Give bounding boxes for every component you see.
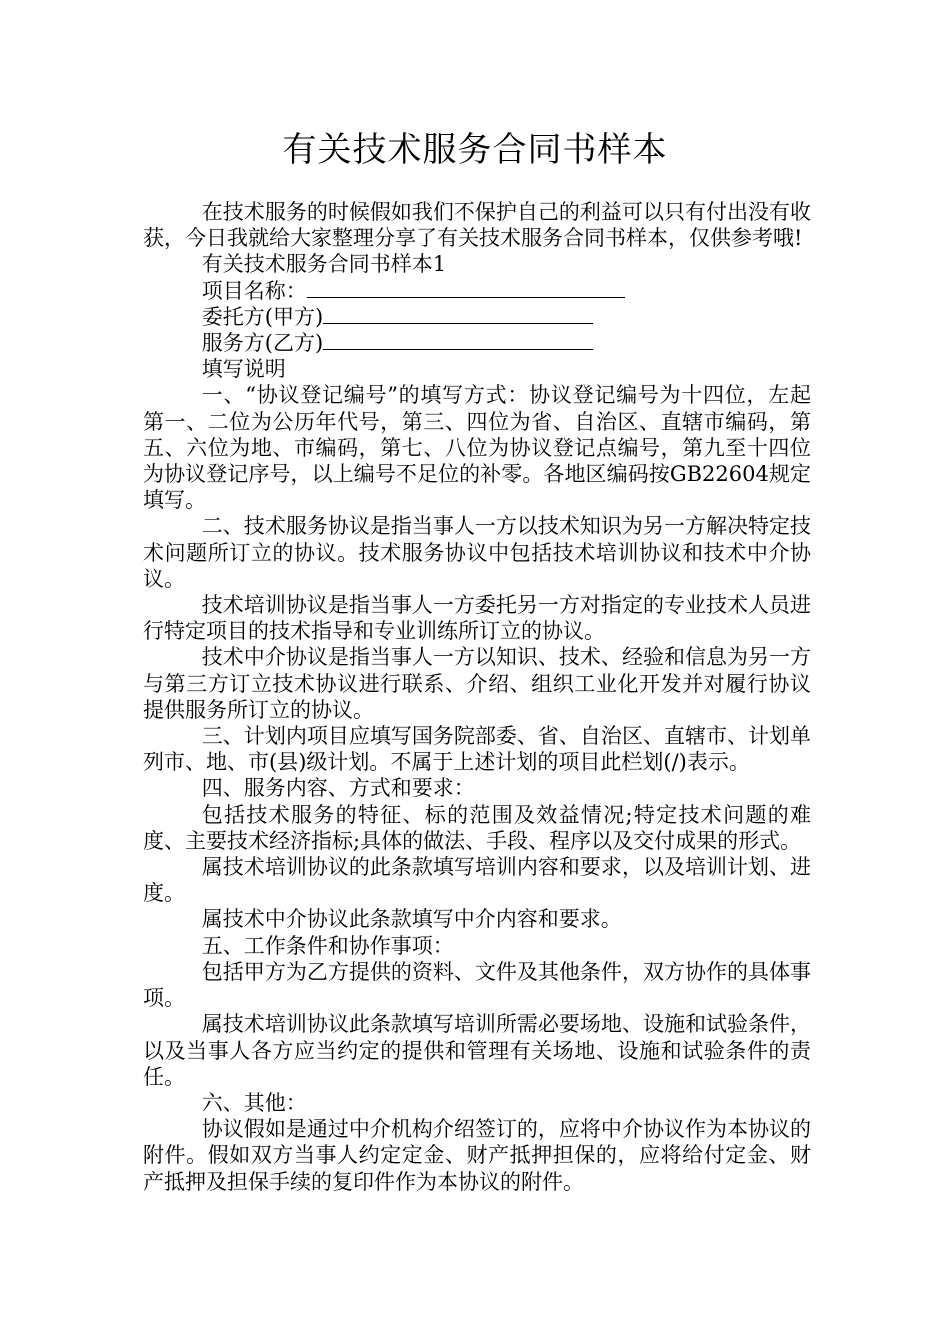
document-title: 有关技术服务合同书样本 <box>282 130 668 170</box>
paragraph: 技术中介协议是指当事人一方以知识、技术、经验和信息为另一方与第三方订立技术协议进行联系、介绍、组织工业化开发并对履行协议提供服务所订立的协议。 <box>143 645 811 722</box>
paragraph: 三、计划内项目应填写国务院部委、省、自治区、直辖市、计划单列市、地、市(县)级计划。不属于上述计划的项目此栏划(/)表示。 <box>143 724 811 775</box>
paragraph: 五、工作条件和协作事项： <box>201 933 454 958</box>
paragraph: 包括甲方为乙方提供的资料、文件及其他条件，双方协作的具体事项。 <box>143 959 811 1011</box>
intro-paragraph: 在技术服务的时候假如我们不保护自己的利益可以只有付出没有收获，今日我就给大家整理分享了有关技术服务合同书样本，仅供参考哦! <box>143 200 811 251</box>
client-field <box>143 304 811 330</box>
paragraph: 包括技术服务的特征、标的范围及效益情况;特定技术问题的难度、主要技术经济指标;具体的做法、手段、程序以及交付成果的形式。 <box>143 802 811 853</box>
paragraph: 属技术中介协议此条款填写中介内容和要求。 <box>201 907 622 932</box>
paragraph: 二、技术服务协议是指当事人一方以技术知识为另一方解决特定技术问题所订立的协议。技术服务协议中包括技术培训协议和技术中介协议。 <box>143 514 811 591</box>
sample-heading: 有关技术服务合同书样本1 <box>201 252 447 277</box>
paragraph: 六、其他： <box>201 1090 307 1115</box>
instructions-heading: 填写说明 <box>201 357 286 382</box>
project-name-field <box>143 278 811 304</box>
provider-label: 服务方(乙方) <box>201 331 324 356</box>
project-name-label: 项目名称： <box>201 278 307 303</box>
paragraph: 一、“协议登记编号”的填写方式：协议登记编号为十四位，左起第一、二位为公历年代号，第三、四位为省、自治区、直辖市编码，第五、六位为地、市编码，第七、八位为协议登记点编号，第九至十四位为协议登记序号，以上编号不足位的补零。各地区编码按GB22604规定填写。 <box>143 383 811 513</box>
client-blank-line <box>323 305 593 324</box>
paragraph: 协议假如是通过中介机构介绍签订的，应将中介协议作为本协议的附件。假如双方当事人约定定金、财产抵押担保的，应将给付定金、财产抵押及担保手续的复印件作为本协议的附件。 <box>143 1117 811 1194</box>
document-body <box>143 199 811 1195</box>
paragraph: 技术培训协议是指当事人一方委托另一方对指定的专业技术人员进行特定项目的技术指导和专业训练所订立的协议。 <box>143 593 811 644</box>
client-label: 委托方(甲方) <box>201 304 324 329</box>
project-name-blank-line <box>307 279 625 298</box>
paragraph: 四、服务内容、方式和要求： <box>201 776 475 801</box>
paragraph: 属技术培训协议此条款填写培训所需必要场地、设施和试验条件，以及当事人各方应当约定的提供和管理有关场地、设施和试验条件的责任。 <box>143 1012 811 1089</box>
provider-field <box>143 330 811 356</box>
paragraph: 属技术培训协议的此条款填写培训内容和要求，以及培训计划、进度。 <box>143 855 811 906</box>
provider-blank-line <box>323 331 593 350</box>
